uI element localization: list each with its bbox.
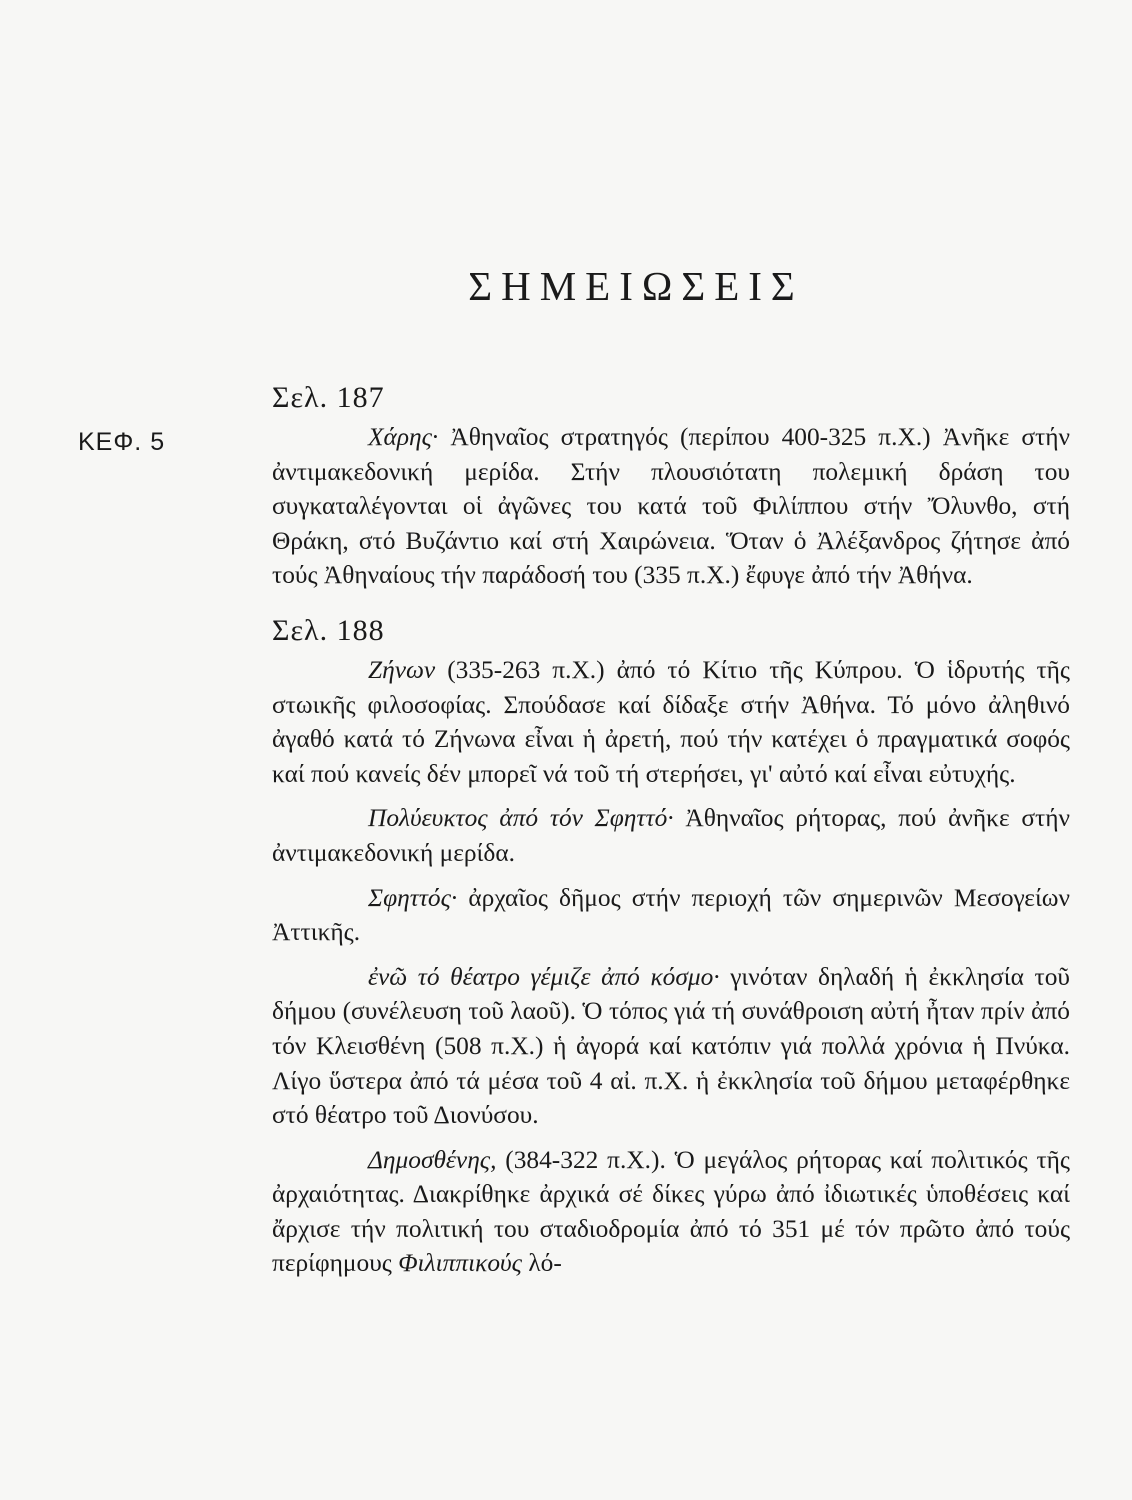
- note-term: Δημοσθένης,: [368, 1145, 497, 1174]
- page-title: ΣΗΜΕΙΩΣΕΙΣ: [468, 263, 804, 309]
- note-text: λό-: [521, 1249, 562, 1278]
- note-text: (335-263 π.Χ.) ἀπό τό Κίτιο τῆς Κύπρου. Ὁ ἱδρυτής τῆς στωικῆς φιλοσοφίας. Σπούδασε καί δίδαξε στήν Ἀθήνα. Τό μόνο ἀληθινό ἀγαθό κατά τό Ζήνωνα εἶναι ἡ ἀρετή, πού τήν κατέχει ὁ πραγματικά σοφός καί πού κανείς δέν μπορεῖ νά τοῦ τή στερήσει, γι' αὐτό καί εἶναι εὐτυχής.: [272, 655, 1070, 788]
- note-term: ἐνῶ τό θέατρο γέμιζε ἀπό κόσμο·: [368, 962, 720, 991]
- note-text: ἀρχαῖος δῆμος στήν περιοχή τῶν σημερινῶν Μεσογείων Ἀττικῆς.: [272, 883, 1070, 947]
- section-page-188: [272, 613, 1070, 1281]
- note-term: Ζήνων: [368, 655, 436, 684]
- note-text: γινόταν δηλαδή ἡ ἐκκλησία τοῦ δήμου (συνέλευση τοῦ λαοῦ). Ὁ τόπος γιά τή συνάθροιση αὐτή ἦταν πρίν ἀπό τόν Κλεισθένη (508 π.Χ.) ἡ ἀγορά καί κατόπιν γιά πολλά χρόνια ἡ Πνύκα. Λίγο ὕστερα ἀπό τά μέσα τοῦ 4 αἰ. π.Χ. ἡ ἐκκλησία τοῦ δήμου μεταφέρθηκε στό θέατρο τοῦ Διονύσου.: [272, 962, 1070, 1130]
- note-paragraph: [272, 420, 1070, 593]
- chapter-label: ΚΕΦ. 5: [78, 428, 166, 456]
- note-paragraph: [272, 801, 1070, 870]
- page-reference: Σελ. 188: [272, 613, 385, 647]
- page-reference: Σελ. 187: [272, 381, 385, 414]
- note-paragraph: [272, 881, 1070, 950]
- note-term: Σφηττός·: [368, 883, 458, 912]
- note-text: Ἀθηναῖος στρατηγός (περίπου 400-325 π.Χ.) Ἀνῆκε στήν ἀντιμακεδονική μερίδα. Στήν πλουσιότατη πολεμική δράση του συγκαταλέγονται οἱ ἀγῶνες του κατά τοῦ Φιλίππου στήν Ὄλυνθο, στή Θράκη, στό Βυζάντιο καί στή Χαιρώνεια. Ὅταν ὁ Ἀλέξανδρος ζήτησε ἀπό τούς Ἀθηναίους τήν παράδοσή του (335 π.Χ.) ἔφυγε ἀπό τήν Ἀθήνα.: [272, 423, 1070, 590]
- note-term: Πολύευκτος ἀπό τόν Σφηττό·: [368, 804, 674, 833]
- note-paragraph: [272, 960, 1070, 1133]
- note-paragraph: [272, 1143, 1070, 1281]
- note-paragraph: [272, 653, 1070, 791]
- note-text: Ἀθηναῖος ρήτορας, πού ἀνῆκε στήν ἀντιμακεδονική μερίδα.: [272, 804, 1071, 867]
- section-page-187: [272, 380, 1070, 593]
- note-term: Φιλιππικούς: [398, 1249, 522, 1278]
- note-term: Χάρης·: [368, 423, 439, 451]
- notes-content: [272, 380, 1070, 1291]
- note-text: (384-322 π.Χ.). Ὁ μεγάλος ρήτορας καί πολιτικός τῆς ἀρχαιότητας. Διακρίθηκε ἀρχικά σέ δίκες γύρω ἀπό ἰδιωτικές ὑποθέσεις καί ἄρχισε τήν πολιτική του σταδιοδρομία ἀπό τό 351 μέ τόν πρῶτο ἀπό τούς περίφημους: [272, 1145, 1070, 1278]
